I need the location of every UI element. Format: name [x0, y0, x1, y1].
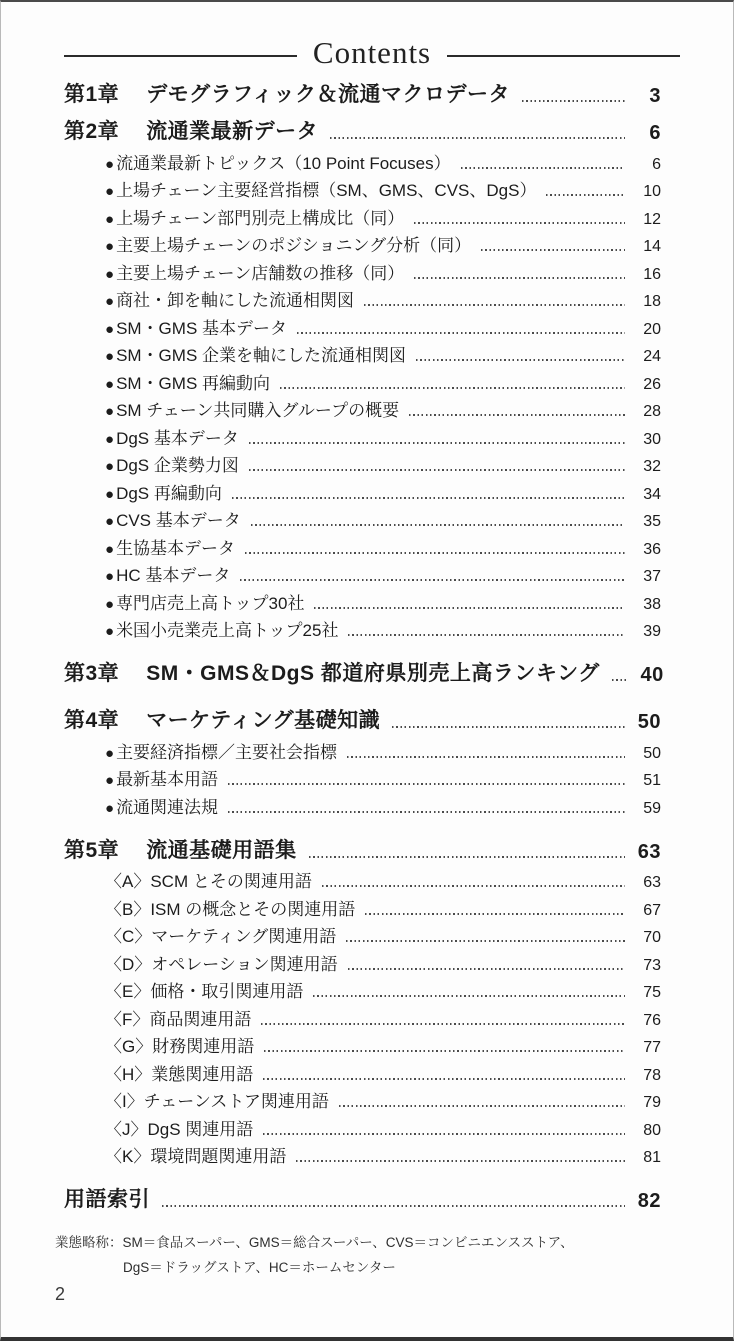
- toc-entry-label: 〈A〉SCM とその関連用語: [105, 872, 312, 891]
- dot-leader: [232, 497, 625, 499]
- chapter-number: 第1章: [64, 83, 120, 106]
- toc-chapter-row: [64, 76, 661, 113]
- toc-entry-label: 〈B〉ISM の概念とその関連用語: [105, 899, 356, 919]
- toc-page-number: 28: [643, 403, 661, 420]
- toc-page-number: 67: [643, 901, 661, 919]
- toc-item-row: [64, 563, 661, 591]
- toc-entry-label: 上場チェーン部門別売上構成比（同）: [116, 208, 405, 228]
- toc-page-number: 39: [643, 623, 661, 640]
- toc-item-row: [64, 453, 661, 481]
- toc-page-number: 40: [640, 664, 664, 686]
- bullet-icon: ●: [105, 772, 115, 789]
- dot-leader: [228, 811, 625, 813]
- folio-page-number: 2: [55, 1284, 66, 1304]
- toc-item-row: [64, 150, 661, 178]
- toc-page-number: 6: [652, 155, 661, 173]
- dot-leader: [264, 1050, 625, 1052]
- toc-item-row: [64, 739, 661, 767]
- bullet-icon: ●: [105, 485, 115, 503]
- toc-chapter-row: [64, 702, 661, 739]
- toc-entry-label: 専門店売上高トップ30社: [116, 593, 305, 613]
- bullet-icon: ●: [105, 430, 115, 448]
- toc-entry-label: 流通業最新データ: [146, 120, 319, 143]
- toc-page-number: 75: [643, 984, 661, 1001]
- toc-page-number: 73: [643, 956, 661, 974]
- toc-entry-label: 主要上場チェーン店舗数の推移（同）: [116, 263, 405, 283]
- dot-leader: [414, 277, 625, 279]
- toc-entry-label: 上場チェーン主要経営指標（SM、GMS、CVS、DgS）: [116, 181, 537, 200]
- dot-leader: [330, 137, 625, 139]
- dot-leader: [296, 1160, 625, 1162]
- bullet-icon: ●: [105, 265, 115, 283]
- toc-entry-label: 流通業最新トピックス（10 Point Focuses）: [116, 153, 451, 173]
- toc-page-number: 80: [643, 1121, 661, 1139]
- bullet-icon: ●: [105, 348, 115, 365]
- toc-entry-label: 生協基本データ: [116, 538, 236, 558]
- toc-entry-label: 〈E〉価格・取引関連用語: [105, 982, 304, 1001]
- chapter-number: 第4章: [64, 709, 120, 732]
- dot-leader: [339, 1105, 625, 1107]
- toc-entry-label: 主要経済指標／主要社会指標: [116, 742, 338, 762]
- dot-leader: [314, 607, 625, 609]
- abbreviation-footnote: [55, 1230, 680, 1280]
- toc-page-number: 70: [643, 929, 661, 946]
- dot-leader: [245, 552, 625, 554]
- toc-page-number: 37: [643, 568, 661, 585]
- footnote-line-1: 業態略称：SM＝食品スーパー、GMS＝総合スーパー、CVS＝コンビニエンスストア、: [55, 1235, 574, 1250]
- toc-page-number: 78: [643, 1066, 661, 1084]
- dot-leader: [481, 249, 625, 251]
- toc-page-number: 59: [643, 799, 661, 817]
- toc-page-number: 18: [643, 293, 661, 310]
- toc-item-row: [64, 508, 661, 536]
- toc-page-number: 24: [643, 348, 661, 365]
- toc-page-number: 38: [643, 595, 661, 613]
- toc-term-row: [64, 869, 661, 897]
- bullet-icon: ●: [105, 540, 115, 558]
- dot-leader: [416, 359, 625, 361]
- dot-leader: [297, 332, 625, 334]
- toc-term-row: [64, 1144, 661, 1172]
- toc-page-number: 79: [643, 1094, 661, 1111]
- toc-entry-label: 〈K〉環境問題関連用語: [105, 1147, 287, 1166]
- toc-chapter-row: [64, 655, 664, 692]
- toc-entry-label: CVS 基本データ: [116, 511, 241, 530]
- dot-leader: [162, 1205, 625, 1207]
- toc-page-number: 20: [643, 320, 661, 338]
- bullet-icon: ●: [105, 744, 115, 762]
- toc-entry-label: DgS 企業勢力図: [116, 456, 239, 475]
- dot-leader: [280, 387, 625, 389]
- bullet-icon: ●: [105, 403, 115, 420]
- toc-entry-label: デモグラフィック＆流通マクロデータ: [146, 83, 511, 106]
- contents-title: [64, 35, 680, 74]
- toc-entry-label: SM チェーン共同購入グループの概要: [116, 401, 400, 420]
- dot-leader: [263, 1078, 625, 1080]
- toc-item-row: [64, 535, 661, 563]
- dot-leader: [461, 167, 625, 169]
- toc-index-row: [64, 1181, 661, 1218]
- toc-page-number: 82: [637, 1190, 661, 1212]
- dot-leader: [546, 194, 625, 196]
- toc-item-row: [64, 618, 661, 646]
- bullet-icon: ●: [105, 320, 115, 338]
- toc-entry-label: 〈I〉チェーンストア関連用語: [105, 1092, 329, 1111]
- dot-leader: [249, 469, 625, 471]
- footnote-line-2: DgS＝ドラッグストア、HC＝ホームセンター: [123, 1260, 396, 1275]
- toc-page-number: 3: [649, 85, 661, 107]
- bullet-icon: ●: [105, 595, 115, 613]
- dot-leader: [347, 756, 625, 758]
- toc-page-number: 14: [643, 238, 661, 255]
- chapter-number: 第5章: [64, 838, 120, 862]
- toc-page-number: 10: [643, 183, 661, 200]
- toc-chapter-row: [64, 832, 661, 869]
- toc-entry-label: 最新基本用語: [116, 770, 219, 789]
- toc-entry-label: DgS 基本データ: [116, 428, 239, 448]
- toc-entry-label: 商社・卸を軸にした流通相関図: [116, 291, 355, 310]
- dot-leader: [409, 414, 625, 416]
- toc-page-number: 26: [643, 375, 661, 393]
- toc-page-number: 36: [643, 540, 661, 558]
- toc-page-number: 34: [643, 485, 661, 503]
- bullet-icon: ●: [105, 458, 115, 475]
- toc-page-number: 30: [643, 430, 661, 448]
- toc-item-row: [64, 178, 661, 206]
- toc-entry-label: 米国小売業売上高トップ25社: [116, 621, 339, 640]
- toc-entry-label: 〈H〉業態関連用語: [105, 1064, 254, 1084]
- toc-term-row: [64, 1089, 661, 1117]
- toc-page-number: 76: [643, 1011, 661, 1029]
- toc-entry-label: SM・GMS 企業を軸にした流通相関図: [116, 346, 407, 365]
- toc-page-number: 35: [643, 513, 661, 530]
- title-rule-right: [447, 55, 680, 57]
- toc-item-row: [64, 260, 661, 288]
- toc-item-row: [64, 767, 661, 795]
- toc-item-row: [64, 233, 661, 261]
- toc-list: [64, 76, 680, 1218]
- bullet-icon: ●: [105, 513, 115, 530]
- bullet-icon: ●: [105, 293, 115, 310]
- title-rule-left: [64, 55, 297, 57]
- toc-page-number: 63: [637, 840, 661, 863]
- toc-entry-label: 用語索引: [64, 1188, 150, 1211]
- toc-item-row: [64, 794, 661, 822]
- toc-page-number: 63: [643, 874, 661, 891]
- toc-item-row: [64, 205, 661, 233]
- dot-leader: [309, 856, 625, 858]
- page-title: Contents: [312, 35, 432, 70]
- toc-term-row: [64, 1034, 661, 1062]
- dot-leader: [348, 968, 625, 970]
- toc-entry-label: DgS 再編動向: [116, 483, 222, 503]
- dot-leader: [414, 222, 625, 224]
- bullet-icon: ●: [105, 375, 115, 393]
- toc-item-row: [64, 480, 661, 508]
- toc-entry-label: 〈G〉財務関連用語: [105, 1037, 255, 1056]
- toc-entry-label: 〈C〉マーケティング関連用語: [105, 927, 337, 946]
- toc-entry-label: マーケティング基礎知識: [146, 709, 381, 732]
- bullet-icon: ●: [105, 183, 115, 200]
- toc-page-number: 12: [643, 210, 661, 228]
- dot-leader: [364, 304, 625, 306]
- dot-leader: [612, 679, 628, 681]
- toc-page-number: 50: [637, 711, 661, 733]
- toc-entry-label: 〈J〉DgS 関連用語: [105, 1119, 254, 1139]
- toc-entry-label: 流通基礎用語集: [146, 838, 297, 862]
- toc-item-row: [64, 398, 661, 426]
- bullet-icon: ●: [105, 568, 115, 585]
- toc-entry-label: HC 基本データ: [116, 566, 231, 585]
- toc-page-number: 81: [643, 1149, 661, 1166]
- toc-entry-label: SM・GMS 基本データ: [116, 318, 288, 338]
- dot-leader: [261, 1023, 625, 1025]
- bullet-icon: ●: [105, 799, 115, 817]
- dot-leader: [313, 995, 625, 997]
- bullet-icon: ●: [105, 623, 115, 640]
- toc-term-row: [64, 1006, 661, 1034]
- toc-page-number: 16: [643, 265, 661, 283]
- toc-term-row: [64, 896, 661, 924]
- toc-page-number: 51: [643, 772, 661, 789]
- bullet-icon: ●: [105, 155, 115, 173]
- toc-item-row: [64, 315, 661, 343]
- toc-entry-label: 〈D〉オペレーション関連用語: [105, 954, 338, 974]
- toc-item-row: [64, 590, 661, 618]
- toc-entry-label: SM・GMS 再編動向: [116, 373, 271, 393]
- dot-leader: [228, 783, 625, 785]
- toc-page-number: 50: [643, 744, 661, 762]
- toc-page-number: 6: [649, 122, 661, 144]
- toc-entry-label: 〈F〉商品関連用語: [105, 1009, 252, 1029]
- toc-entry-label: SM・GMS＆DgS 都道府県別売上高ランキング: [146, 662, 600, 685]
- chapter-number: 第3章: [64, 662, 120, 685]
- chapter-number: 第2章: [64, 120, 120, 143]
- dot-leader: [322, 885, 625, 887]
- toc-chapter-row: [64, 113, 661, 150]
- bullet-icon: ●: [105, 238, 115, 255]
- toc-item-row: [64, 343, 661, 371]
- dot-leader: [346, 940, 625, 942]
- dot-leader: [348, 634, 625, 636]
- dot-leader: [240, 579, 625, 581]
- toc-page-number: 77: [643, 1039, 661, 1056]
- toc-page-number: 32: [643, 458, 661, 475]
- toc-term-row: [64, 979, 661, 1007]
- toc-item-row: [64, 425, 661, 453]
- dot-leader: [251, 524, 625, 526]
- toc-term-row: [64, 951, 661, 979]
- dot-leader: [522, 100, 625, 102]
- toc-entry-label: 流通関連法規: [116, 797, 219, 817]
- toc-term-row: [64, 924, 661, 952]
- dot-leader: [365, 913, 625, 915]
- dot-leader: [392, 726, 625, 728]
- toc-entry-label: 主要上場チェーンのポジショニング分析（同）: [116, 236, 472, 255]
- toc-item-row: [64, 288, 661, 316]
- dot-leader: [263, 1133, 625, 1135]
- toc-term-row: [64, 1116, 661, 1144]
- toc-item-row: [64, 370, 661, 398]
- bullet-icon: ●: [105, 210, 115, 228]
- dot-leader: [249, 442, 625, 444]
- toc-term-row: [64, 1061, 661, 1089]
